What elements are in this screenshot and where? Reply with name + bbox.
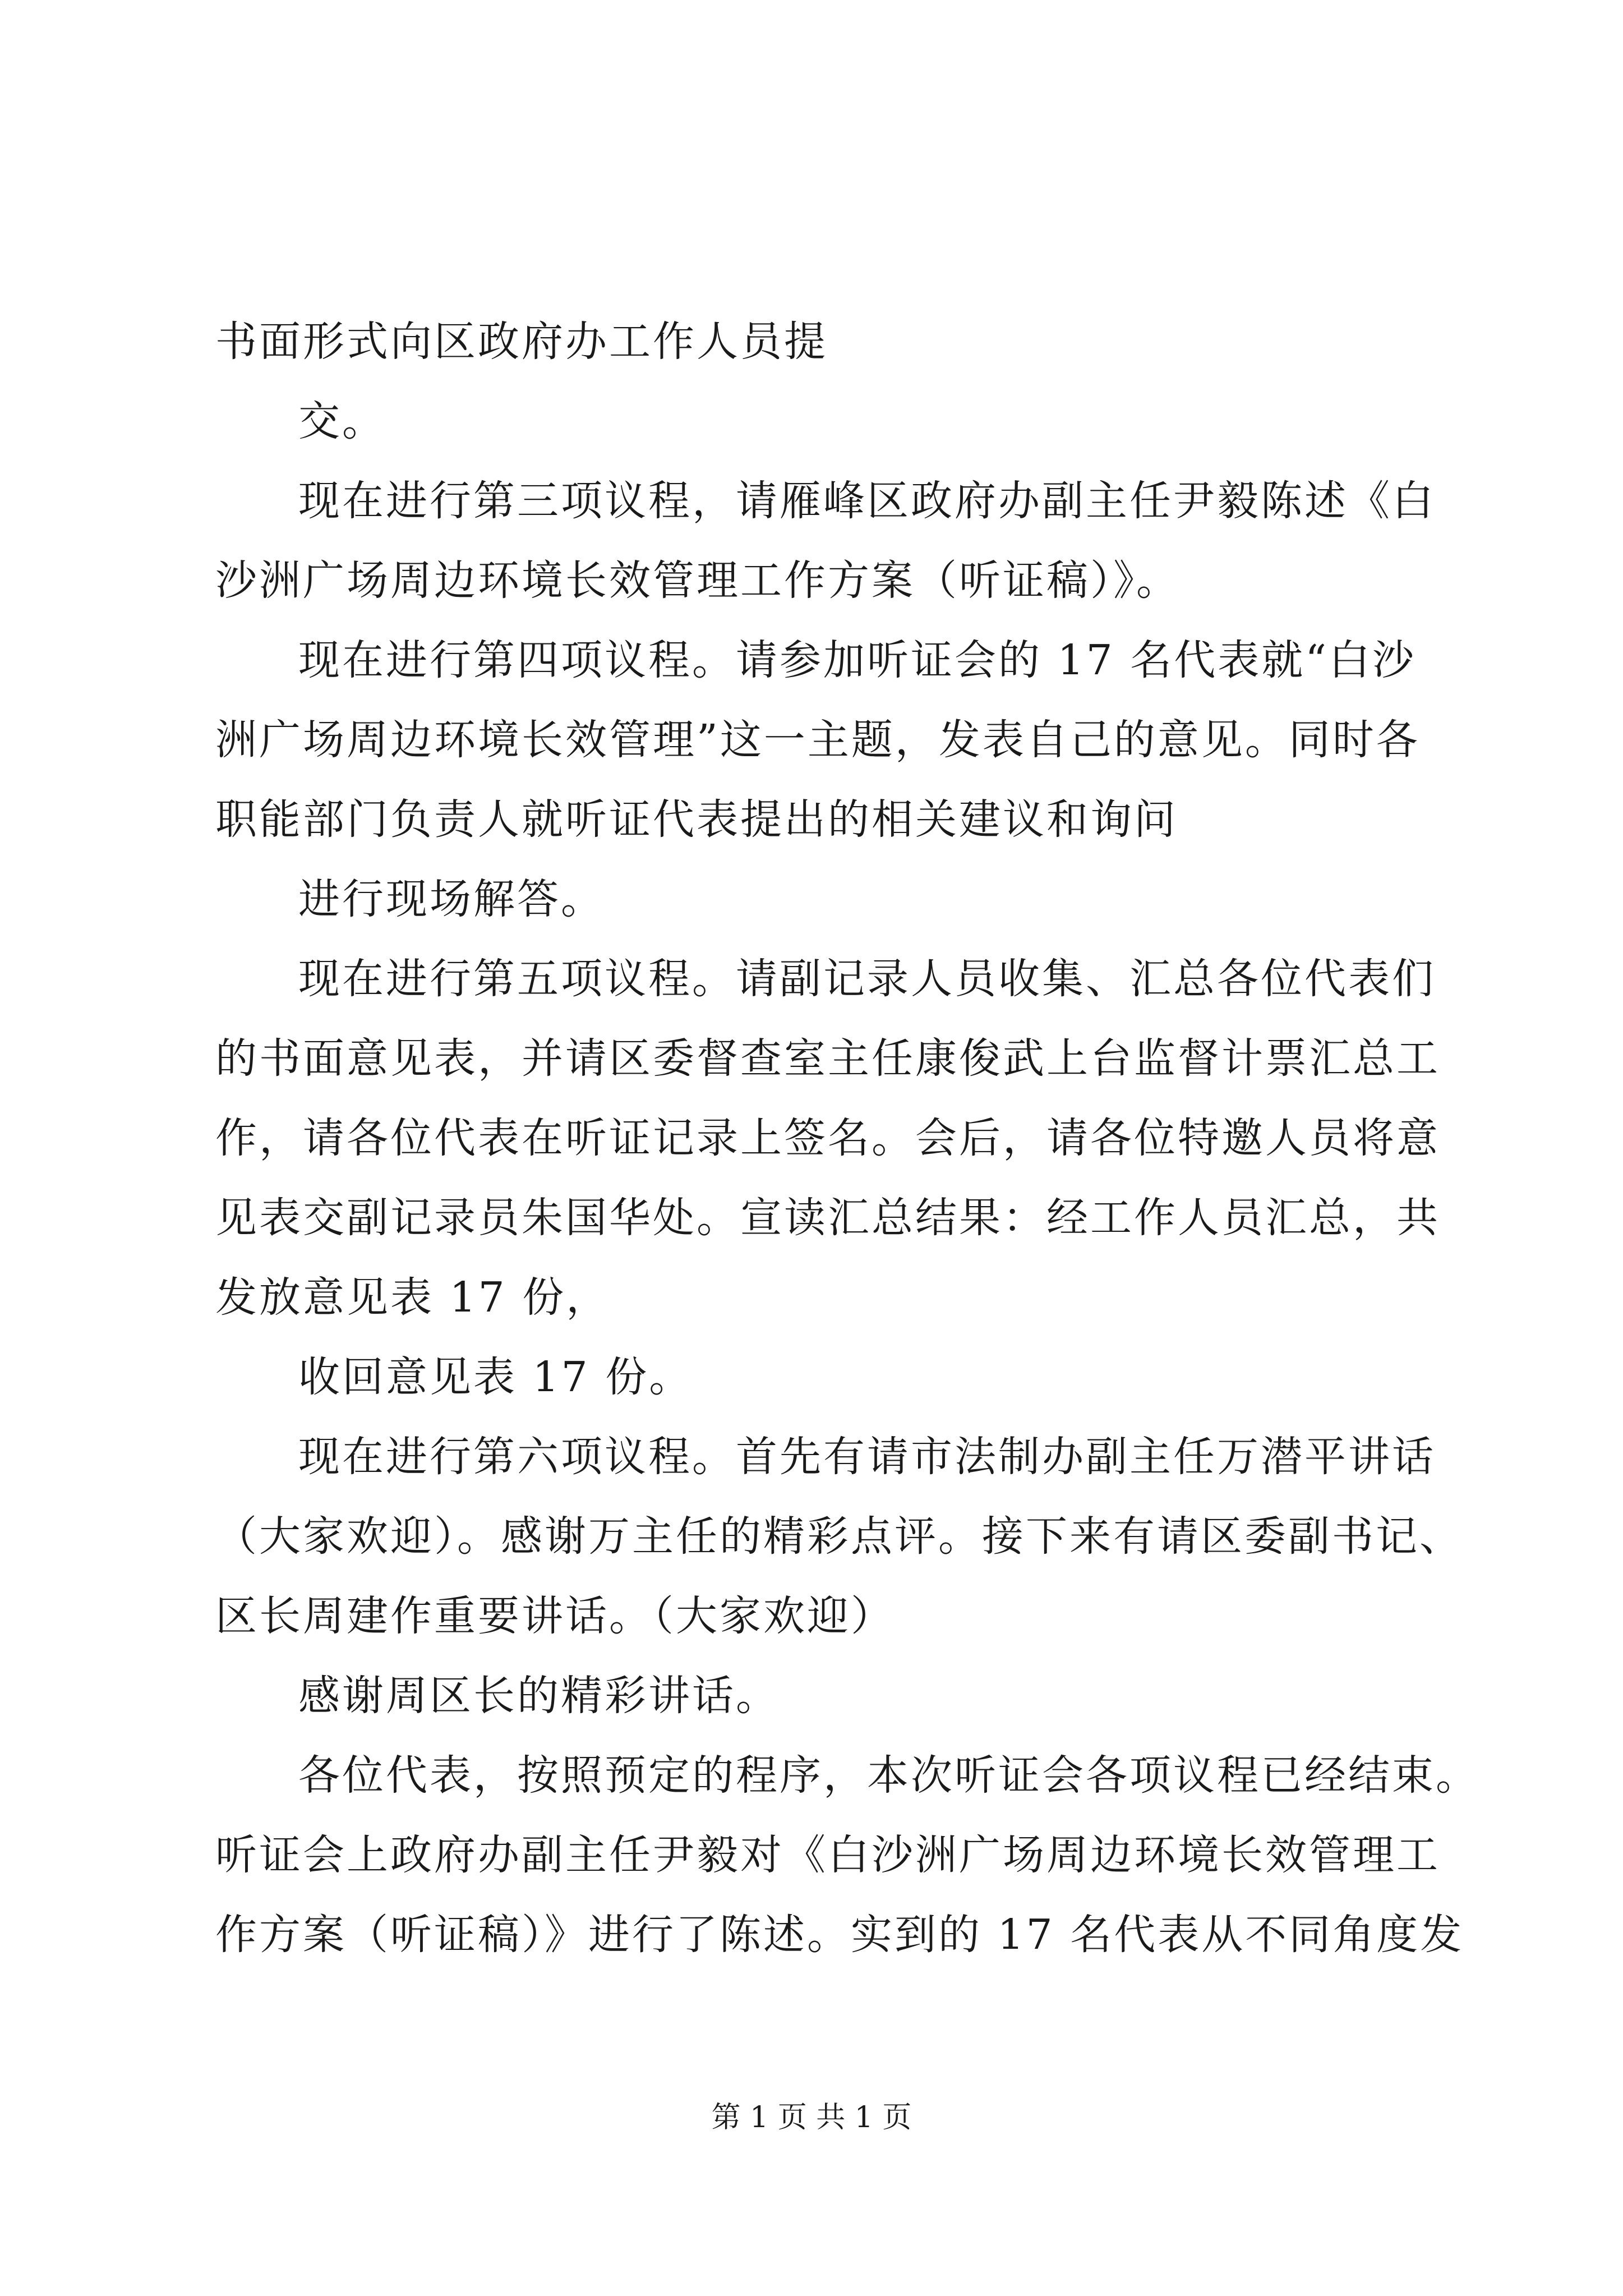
text-line: 洲广场周边环境长效管理”这一主题，发表自己的意见。同时各 (215, 716, 1420, 764)
text-line: 见表交副记录员朱国华处。宣读汇总结果：经工作人员汇总，共 (215, 1194, 1440, 1242)
document-body (215, 302, 1479, 1975)
text-line: 书面形式向区政府办工作人员提 (215, 318, 828, 366)
text-line: 区长周建作重要讲话。（大家欢迎） (215, 1592, 895, 1640)
text-line: 交。 (298, 397, 386, 445)
text-line: 作方案（听证稿）》进行了陈述。实到的 17 名代表从不同角度发 (215, 1911, 1464, 1959)
text-line: 作，请各位代表在听证记录上签名。会后，请各位特邀人员将意 (215, 1114, 1440, 1162)
text-line: 发放意见表 17 份， (215, 1273, 610, 1322)
text-line: 各位代表，按照预定的程序，本次听证会各项议程已经结束。 (298, 1751, 1479, 1800)
text-line: 感谢周区长的精彩讲话。 (298, 1672, 780, 1720)
text-line: 现在进行第六项议程。首先有请市法制办副主任万潜平讲话 (298, 1433, 1436, 1481)
text-line: 收回意见表 17 份。 (298, 1353, 693, 1401)
text-line: （大家欢迎）。感谢万主任的精彩点评。接下来有请区委副书记、 (215, 1512, 1463, 1561)
text-line: 现在进行第三项议程，请雁峰区政府办副主任尹毅陈述《白 (298, 477, 1436, 525)
text-line: 现在进行第五项议程。请副记录人员收集、汇总各位代表们 (298, 955, 1436, 1003)
text-line: 的书面意见表，并请区委督查室主任康俊武上台监督计票汇总工 (215, 1034, 1440, 1083)
page-footer: 第 1 页 共 1 页 (711, 2101, 912, 2134)
text-line: 听证会上政府办副主任尹毅对《白沙洲广场周边环境长效管理工 (215, 1831, 1440, 1879)
text-line: 职能部门负责人就听证代表提出的相关建议和询问 (215, 795, 1178, 844)
text-line: 现在进行第四项议程。请参加听证会的 17 名代表就“白沙 (298, 636, 1417, 684)
text-line: 进行现场解答。 (298, 875, 605, 923)
text-line: 沙洲广场周边环境长效管理工作方案（听证稿）》。 (215, 556, 1180, 605)
